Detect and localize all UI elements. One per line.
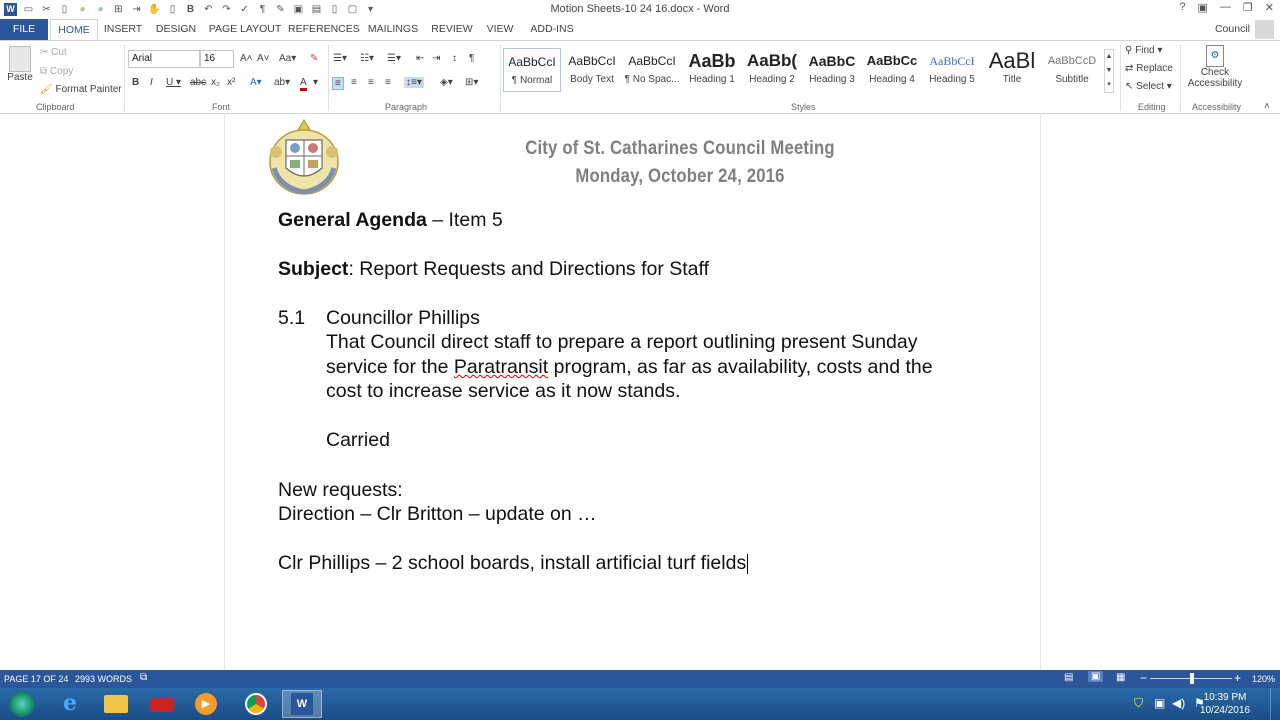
highlight-icon[interactable]: ab▾	[274, 77, 291, 88]
cut-button[interactable]	[40, 47, 67, 58]
style-heading-1[interactable]	[683, 48, 741, 92]
tab-design[interactable]: DESIGN	[155, 23, 197, 35]
item-number: 5.1	[278, 307, 306, 329]
style-heading-3[interactable]	[803, 48, 861, 92]
replace-button[interactable]	[1125, 63, 1173, 74]
agenda-rest: – Item 5	[426, 209, 503, 231]
internet-explorer-icon: e	[63, 690, 77, 716]
cursor-icon: ↖	[1125, 81, 1137, 92]
spellcheck-icon[interactable]: ✓	[240, 4, 249, 15]
tab-file[interactable]: FILE	[0, 19, 48, 40]
tab-insert[interactable]: INSERT	[103, 23, 143, 35]
open-icon[interactable]: ▭	[23, 4, 34, 15]
clock-date: 10/24/2016	[1199, 705, 1250, 716]
tab-mailings[interactable]: MAILINGS	[367, 23, 419, 35]
item-line-2-pre: service for the	[326, 356, 454, 378]
save-icon[interactable]: ▣	[293, 4, 304, 15]
font-color-icon[interactable]: A	[300, 77, 307, 91]
flag-icon[interactable]: ⚑	[1194, 696, 1205, 710]
font-size-select[interactable]: 16	[200, 50, 234, 68]
editing-group-label: Editing	[1138, 102, 1166, 112]
show-marks-icon[interactable]: ¶	[469, 53, 475, 64]
check-label-2: Accessibility	[1187, 78, 1243, 89]
accessibility-group-label: Accessibility	[1192, 102, 1242, 112]
bullets-icon[interactable]: ☰▾	[333, 53, 347, 64]
shading-icon[interactable]: ◈▾	[440, 77, 453, 88]
align-right-button[interactable]: ≡	[368, 77, 374, 88]
restore-icon[interactable]: ❐	[1242, 2, 1253, 14]
style-label: Heading 5	[929, 74, 975, 85]
collapse-ribbon-icon[interactable]: ˄	[1264, 101, 1270, 112]
divider	[1120, 45, 1121, 111]
agenda-bold: General Agenda	[278, 209, 427, 231]
select-label: Select	[1136, 81, 1164, 92]
show-desktop-button[interactable]	[1270, 688, 1280, 720]
accessibility-icon: ⚙	[1206, 45, 1224, 67]
hand-icon[interactable]: ✋	[148, 4, 161, 15]
edit-icon[interactable]: ✎	[276, 4, 285, 15]
taskbar-media[interactable]	[186, 690, 226, 718]
scissors-icon: ✂	[40, 47, 52, 58]
style-label: Heading 2	[749, 74, 795, 85]
style-preview: AaBb	[688, 51, 736, 71]
divider	[124, 45, 125, 111]
copy-button[interactable]	[40, 66, 73, 77]
divider	[328, 45, 329, 111]
windows-taskbar	[0, 688, 1280, 720]
font-name-select[interactable]: Arial	[128, 50, 200, 68]
norton-icon[interactable]: ⛉	[1134, 696, 1144, 710]
phillips-line	[278, 552, 748, 575]
bold-button[interactable]: B	[132, 77, 140, 88]
style-no-spacing[interactable]	[623, 48, 681, 92]
find-button[interactable]: ⚲ Find ▾	[1125, 45, 1163, 56]
format-painter-button[interactable]	[40, 84, 122, 95]
word-app-icon[interactable]: W	[4, 3, 17, 16]
superscript-button[interactable]: x²	[227, 77, 236, 88]
tab-add-ins[interactable]: ADD-INS	[530, 23, 574, 35]
word-count[interactable]: 2993 WORDS	[75, 674, 133, 684]
select-button[interactable]: ↖ Select ▾	[1125, 81, 1172, 92]
read-mode-icon[interactable]: ▤	[1064, 672, 1074, 683]
close-icon[interactable]: ✕	[1264, 2, 1274, 14]
network-icon[interactable]: ▣	[1154, 696, 1166, 710]
tab-review[interactable]: REVIEW	[431, 23, 473, 35]
format-painter-label: Format Painter	[55, 84, 122, 95]
text-effects-icon[interactable]: A▾	[250, 77, 262, 88]
cut-label: Cut	[51, 47, 67, 58]
preview-icon[interactable]: ▯	[331, 4, 338, 15]
style-preview: AaBl	[988, 48, 1036, 73]
page-edge-right	[1040, 114, 1041, 670]
style-preview: AaBbCc	[866, 53, 918, 68]
check-accessibility-button[interactable]	[1186, 45, 1244, 89]
style-preview: AaBbC	[808, 53, 856, 69]
style-label: ¶ Normal	[511, 75, 553, 86]
style-label: ¶ No Spac...	[624, 74, 680, 85]
style-label: Subtitle	[1055, 74, 1089, 85]
tab-page-layout[interactable]: PAGE LAYOUT	[208, 23, 282, 35]
ribbon	[0, 40, 1280, 114]
justify-button[interactable]: ≡	[385, 77, 391, 88]
zoom-out-button[interactable]: −	[1140, 671, 1148, 685]
help-button[interactable]: ?	[1179, 1, 1186, 13]
style-preview: AaBbCcD	[1047, 55, 1097, 67]
subject-rest: : Report Requests and Directions for Staff	[348, 258, 710, 280]
agenda-heading	[278, 209, 503, 232]
clock-time: 10:39 PM	[1203, 692, 1247, 703]
divider	[1180, 45, 1181, 111]
styles-scroll-icon[interactable]: ▲ ▼ ▾	[1104, 49, 1114, 93]
tab-view[interactable]: VIEW	[486, 23, 514, 35]
styles-group-label: Styles	[791, 102, 816, 112]
ribbon-display-icon[interactable]: ▣	[1197, 2, 1208, 14]
paste-icon	[9, 46, 31, 72]
style-heading-2[interactable]	[743, 48, 801, 92]
undo-icon[interactable]: ↶	[204, 4, 213, 15]
copy-icon: ⧉	[40, 66, 50, 77]
align-left-button[interactable]: ≡	[332, 77, 344, 90]
style-preview: AaBb(	[746, 51, 798, 70]
replace-label: Replace	[1136, 63, 1173, 74]
increase-indent-icon[interactable]: ⇥	[432, 53, 441, 64]
strikethrough-button[interactable]: abc	[190, 77, 207, 88]
font-color-dropdown-icon[interactable]: ▾	[313, 77, 319, 88]
item-line-2	[326, 356, 933, 379]
lock-icon[interactable]: ▢	[347, 4, 358, 15]
paste-label: Paste	[7, 72, 33, 83]
line-spacing-button[interactable]: ↕≡▾	[406, 77, 422, 88]
taskbar-explorer[interactable]	[96, 690, 136, 718]
shrink-font-icon[interactable]: A˅	[257, 53, 270, 64]
zoom-level[interactable]: 120%	[1252, 674, 1276, 684]
borders-icon[interactable]: ⊞▾	[465, 77, 479, 88]
style-preview: AaBbCcI	[508, 55, 556, 69]
zoom-slider[interactable]	[1150, 678, 1232, 679]
status-bar	[0, 670, 1280, 688]
start-button[interactable]	[2, 690, 42, 718]
text-cursor	[747, 554, 748, 574]
style-normal[interactable]	[503, 48, 561, 92]
style-subtitle[interactable]	[1043, 48, 1101, 92]
check-label-1: Check	[1200, 67, 1230, 78]
find-label: Find	[1135, 45, 1155, 56]
clipboard-group-label: Clipboard	[36, 102, 75, 112]
taskbar-chrome[interactable]	[236, 690, 276, 718]
account-name[interactable]: Council	[1214, 23, 1250, 35]
font-group-label: Font	[212, 102, 231, 112]
proofing-icon[interactable]: ⧉	[140, 672, 148, 683]
binoculars-icon: ⚲	[1125, 45, 1136, 56]
window-controls	[1179, 1, 1274, 14]
style-preview: AaBbCcI	[568, 54, 616, 68]
tab-references[interactable]: REFERENCES	[288, 23, 360, 35]
item-title: Councillor Phillips	[326, 307, 480, 329]
direction-line: Direction – Clr Britton – update on …	[278, 503, 597, 525]
divider	[500, 45, 501, 111]
multilevel-list-icon[interactable]: ☰▾	[387, 53, 401, 64]
taskbar-ie[interactable]	[50, 690, 90, 718]
city-crest-logo	[268, 118, 340, 196]
carried-text: Carried	[326, 429, 390, 451]
ribbon-tabs	[0, 19, 1280, 40]
style-label: Heading 3	[809, 74, 855, 85]
align-center-button[interactable]: ≡	[351, 77, 357, 88]
circle-icon-2[interactable]: ●	[97, 4, 104, 15]
spelling-error-word[interactable]: Paratransit	[453, 356, 549, 378]
subject-line	[278, 258, 709, 281]
style-title[interactable]	[983, 48, 1041, 92]
subject-bold: Subject	[278, 258, 349, 280]
title-bar	[0, 0, 1280, 19]
print-layout-icon[interactable]: ▣	[1088, 671, 1103, 682]
brush-icon: 🖌	[40, 84, 56, 95]
clear-format-icon[interactable]: ✎	[310, 53, 319, 64]
taskbar-app-red[interactable]	[142, 690, 182, 718]
style-heading-4[interactable]	[863, 48, 921, 92]
document-header-line-1: City of St. Catharines Council Meeting	[525, 138, 835, 159]
volume-icon[interactable]: ◀)	[1172, 696, 1186, 710]
style-preview: AaBbCcI	[628, 54, 676, 68]
zoom-in-button[interactable]: +	[1234, 671, 1242, 685]
minimize-icon[interactable]: —	[1219, 1, 1231, 13]
numbering-icon[interactable]: ☷▾	[360, 53, 374, 64]
paragraph-group-label: Paragraph	[385, 102, 428, 112]
item-line-1: That Council direct staff to prepare a report outlining present Sunday	[326, 331, 918, 353]
underline-button[interactable]: U ▾	[166, 77, 182, 88]
pilcrow-icon[interactable]: ¶	[259, 4, 266, 15]
style-label: Body Text	[570, 74, 614, 85]
system-clock[interactable]	[1200, 691, 1250, 717]
new-requests-heading: New requests:	[278, 479, 403, 501]
item-line-3: cost to increase service as it now stands.	[326, 380, 681, 402]
document-header-line-2: Monday, October 24, 2016	[575, 166, 785, 187]
bold-qat-icon[interactable]: B	[186, 4, 195, 15]
paste-button[interactable]	[5, 46, 35, 83]
tab-home[interactable]: HOME	[50, 19, 98, 40]
style-preview: AaBbCcI	[929, 54, 975, 68]
sort-icon[interactable]: ↕	[452, 53, 457, 64]
change-case-icon[interactable]: Aa▾	[279, 53, 297, 64]
folder-icon	[104, 695, 128, 713]
page-edge-left	[224, 114, 225, 670]
copy-label: Copy	[49, 66, 74, 77]
taskbar-word[interactable]	[282, 690, 322, 718]
style-label: Title	[1002, 74, 1022, 85]
style-body-text[interactable]	[563, 48, 621, 92]
style-label: Heading 4	[869, 74, 915, 85]
customize-qat-icon[interactable]: ▾	[367, 4, 374, 15]
style-label: Heading 1	[689, 74, 735, 85]
windows-logo-icon	[9, 691, 35, 717]
avatar[interactable]	[1255, 20, 1274, 39]
circle-icon[interactable]: ●	[79, 4, 86, 15]
media-player-icon: ▶	[195, 693, 217, 715]
word-icon: W	[291, 693, 313, 715]
red-app-icon	[150, 698, 174, 712]
page-count[interactable]: PAGE 17 OF 24	[4, 674, 69, 684]
phillips-text: Clr Phillips – 2 school boards, install artificial turf fields	[278, 552, 747, 574]
item-line-2-post: program, as far as availability, costs and the	[548, 356, 933, 378]
style-heading-5[interactable]	[923, 48, 981, 92]
table-icon[interactable]: ⊞	[114, 4, 123, 15]
replace-icon: ⇄	[1125, 63, 1137, 74]
zoom-slider-thumb[interactable]	[1190, 673, 1194, 684]
indent-icon[interactable]: ⇥	[132, 4, 141, 15]
tools-icon[interactable]: ✂	[42, 4, 51, 15]
subscript-button[interactable]: x₂	[211, 77, 220, 88]
chrome-icon	[245, 693, 267, 715]
decrease-indent-icon[interactable]: ⇤	[416, 53, 425, 64]
document-icon[interactable]: ▯	[169, 4, 176, 15]
italic-button[interactable]: I	[150, 77, 153, 88]
web-layout-icon[interactable]: ▦	[1116, 672, 1126, 683]
redo-icon[interactable]: ↷	[222, 4, 231, 15]
grow-font-icon[interactable]: A˄	[240, 53, 253, 64]
print-icon[interactable]: ▤	[311, 4, 322, 15]
new-doc-icon[interactable]: ▯	[61, 4, 68, 15]
window-title: Motion Sheets-10 24 16.docx - Word	[550, 3, 730, 15]
